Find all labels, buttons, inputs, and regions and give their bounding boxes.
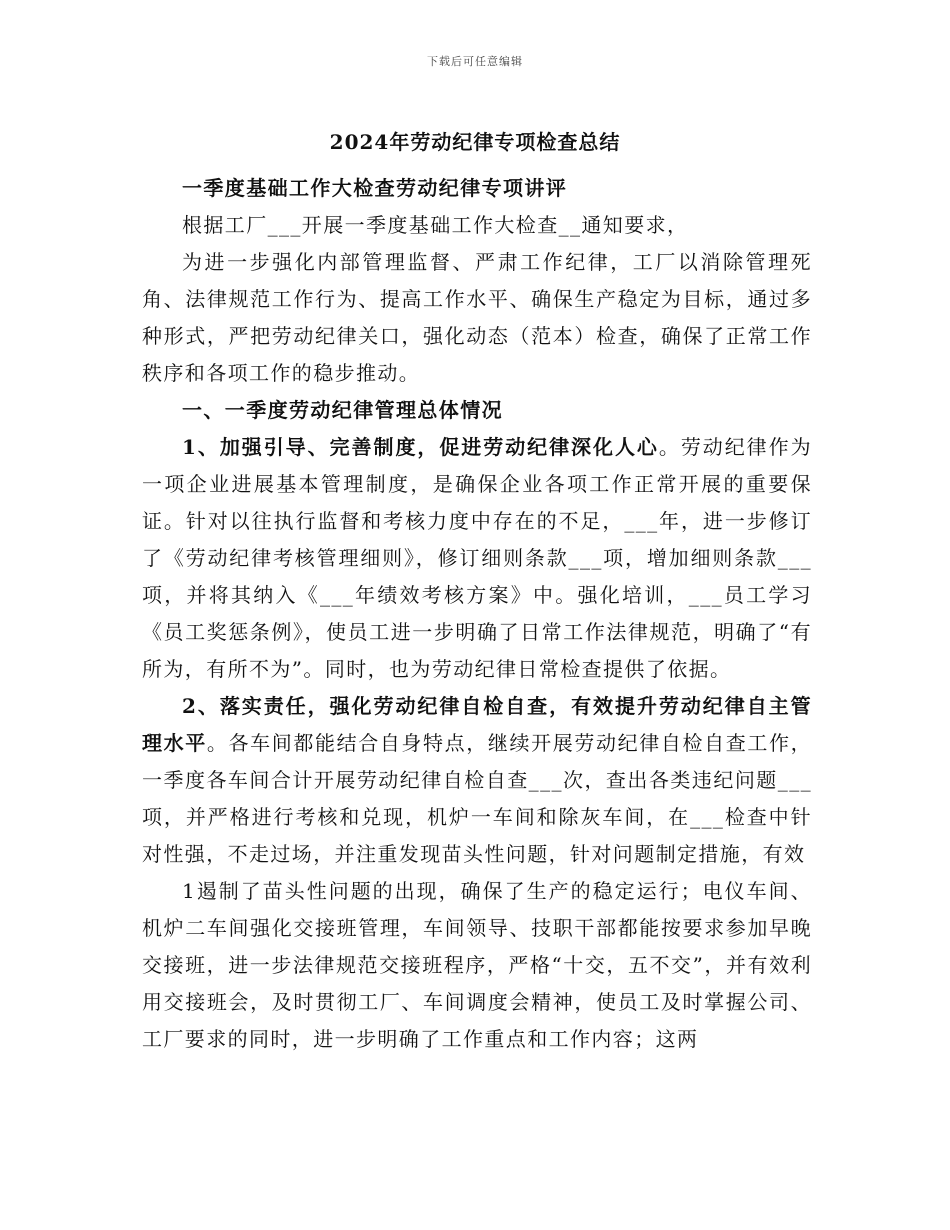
item-1-text: 。劳动纪律作为一项企业进展基本管理制度，是确保企业各项工作正常开展的重要保证。针对以往执行监督和考核力度中存在的不足，___年，进一步修订了《劳动纪律考核管理细则》，修订细则条款___项，增加细则条款___项，并将其纳入《___年绩效考核方案》中。强化培训，___员工学习《员工奖惩条例》，使员工进一步明确了日常工作法律规范，明确了“有所为，有所不为”。同时，也为劳动纪律日常检查提供了依据。 [142,435,812,681]
item-2-lead: 2、落实责任，强化劳动纪律自检自查，有效提升劳动纪律自主管理水平 [142,694,812,755]
section-heading-1: 一、一季度劳动纪律管理总体情况 [182,398,503,422]
item-2-text: 。各车间都能结合自身特点，继续开展劳动纪律自检自查工作，一季度各车间合计开展劳动纪律自检自查___次，查出各类违纪问题___项，并严格进行考核和兑现，机炉一车间和除灰车间，在___检查中针对性强，不走过场，并注重发现苗头性问题，针对问题制定措施，有效 [142,731,812,866]
paragraph-purpose: 为进一步强化内部管理监督、严肃工作纪律，工厂以消除管理死角、法律规范工作行为、提高工作水平、确保生产稳定为目标，通过多种形式，严把劳动纪律关口，强化动态（范本）检查，确保了正常工作秩序和各项工作的稳步推动。 [142,250,812,385]
header-note: 下载后可任意编辑 [427,55,523,68]
paragraph-item-1 [142,429,812,688]
document-body [142,170,812,1058]
item-1-lead: 1、加强引导、完善制度，促进劳动纪律深化人心 [182,435,659,459]
subtitle-heading: 一季度基础工作大检查劳动纪律专项讲评 [182,176,568,200]
paragraph-intro: 根据工厂___开展一季度基础工作大检查__通知要求， [182,213,689,237]
document-title: 2024年劳动纪律专项检查总结 [329,130,621,154]
paragraph-continuation: 1遏制了苗头性问题的出现，确保了生产的稳定运行；电仪车间、机炉二车间强化交接班管理，车间领导、技职干部都能按要求参加早晚交接班，进一步法律规范交接班程序，严格“十交，五不交”，并有效利用交接班会，及时贯彻工厂、车间调度会精神，使员工及时掌握公司、工厂要求的同时，进一步明确了工作重点和工作内容；这两 [142,879,812,1051]
paragraph-item-2 [142,688,812,873]
